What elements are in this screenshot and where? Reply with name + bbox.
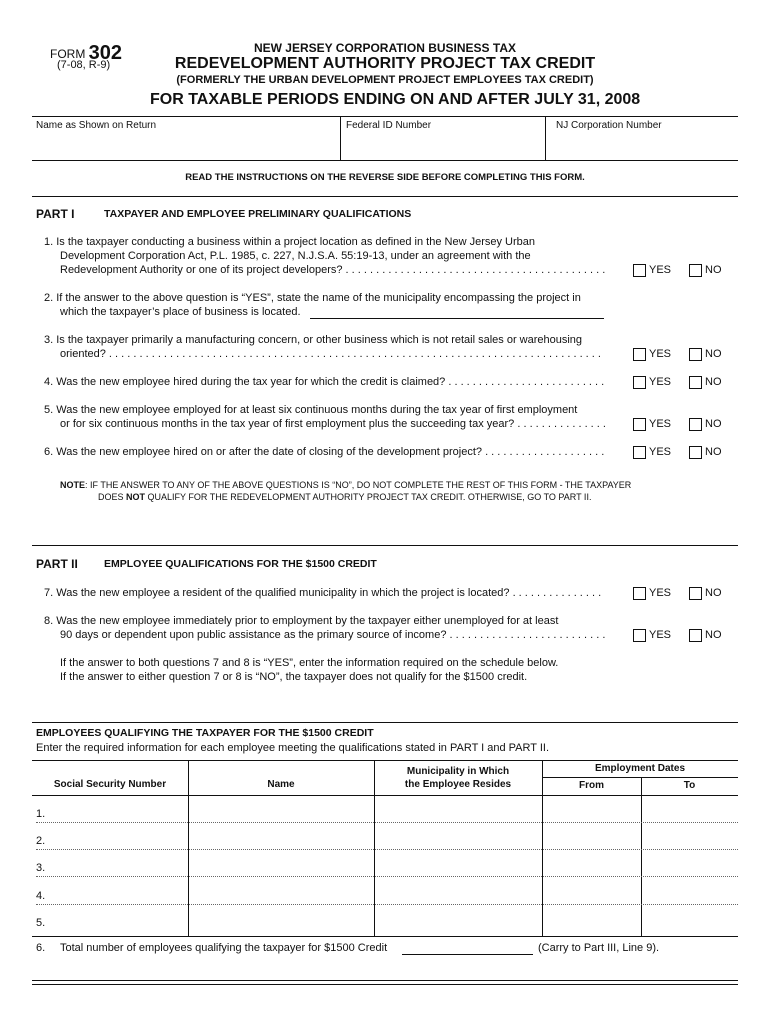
q3-no-checkbox[interactable] (689, 348, 702, 361)
q7-no-checkbox[interactable] (689, 587, 702, 600)
q3-line1: 3. Is the taxpayer primarily a manufacturing concern, or other business which is not retail sales or warehousing (44, 334, 583, 346)
divider (340, 117, 341, 160)
schedule-title: EMPLOYEES QUALIFYING THE TAXPAYER FOR THE $1500 CREDIT (36, 727, 374, 739)
divider (32, 160, 738, 161)
schedule-subtitle: Enter the required information for each employee meeting the qualifications stated in PART I and PART II. (36, 742, 550, 754)
q1-no-label: NO (705, 264, 722, 276)
q2-line2: which the taxpayer’s place of business is located. (60, 306, 301, 318)
q5-no-checkbox[interactable] (689, 418, 702, 431)
table-row[interactable] (36, 876, 738, 877)
q3-yes-label: YES (649, 348, 672, 360)
form-number: 302 (88, 42, 123, 64)
q5-yes-checkbox[interactable] (633, 418, 646, 431)
table-row[interactable] (36, 904, 738, 905)
total-employees-field[interactable] (402, 941, 533, 955)
table-row[interactable] (36, 849, 738, 850)
q2-line1: 2. If the answer to the above question is “YES”, state the name of the municipality encompassing the project in (44, 292, 581, 304)
note-line2 (98, 493, 591, 502)
q5-no-label: NO (705, 418, 722, 430)
divider (32, 722, 738, 723)
q7-no-label: NO (705, 587, 722, 599)
q6-no-label: NO (705, 446, 722, 458)
q8-no-label: NO (705, 629, 722, 641)
q3-no-label: NO (705, 348, 722, 360)
instructions-note: READ THE INSTRUCTIONS ON THE REVERSE SIDE BEFORE COMPLETING THIS FORM. (185, 172, 585, 183)
header-formerly: (FORMERLY THE URBAN DEVELOPMENT PROJECT EMPLOYEES TAX CREDIT) (176, 74, 594, 86)
part2-title: EMPLOYEE QUALIFICATIONS FOR THE $1500 CREDIT (104, 558, 377, 570)
q8-yes-checkbox[interactable] (633, 629, 646, 642)
q1-line1: 1. Is the taxpayer conducting a business within a project location as defined in the New Jersey Urban (44, 236, 535, 248)
fein-field-label: Federal ID Number (346, 120, 432, 131)
q6-yes-checkbox[interactable] (633, 446, 646, 459)
table-row-number: 1. (36, 808, 46, 820)
table-row-number: 3. (36, 862, 46, 874)
note-text-2a: DOES (98, 492, 127, 502)
header-period: FOR TAXABLE PERIODS ENDING ON AND AFTER JULY 31, 2008 (150, 91, 641, 108)
q4-yes-label: YES (649, 376, 672, 388)
divider (545, 117, 546, 160)
part2-info-line1: If the answer to both questions 7 and 8 is “YES”, enter the information required on the schedule below. (60, 657, 559, 669)
note-text-2c: QUALIFY FOR THE REDEVELOPMENT AUTHORITY PROJECT TAX CREDIT. OTHERWISE, GO TO PART II. (145, 492, 592, 502)
q4-no-label: NO (705, 376, 722, 388)
divider (32, 196, 738, 197)
divider (32, 116, 738, 117)
q1-line2: Development Corporation Act, P.L. 1985, c. 227, N.J.S.A. 55:19-13, under an agreement with the (60, 250, 531, 262)
table-row-number: 2. (36, 835, 46, 847)
q2-municipality-field[interactable] (310, 305, 604, 319)
nj-corp-field-label: NJ Corporation Number (556, 120, 662, 131)
divider (32, 936, 738, 937)
q5-line1: 5. Was the new employee employed for at least six continuous months during the tax year of first employment (44, 404, 578, 416)
page-title: REDEVELOPMENT AUTHORITY PROJECT TAX CREDIT (174, 55, 596, 72)
divider (32, 984, 738, 985)
q8-no-checkbox[interactable] (689, 629, 702, 642)
total-label: Total number of employees qualifying the taxpayer for $1500 Credit (60, 942, 388, 954)
total-number: 6. (36, 942, 46, 954)
q6-no-checkbox[interactable] (689, 446, 702, 459)
part1-label: PART I (36, 207, 75, 221)
q7-line1: 7. Was the new employee a resident of the qualified municipality in which the project is located? . . . . . . . . . . . . . . . (44, 588, 602, 599)
q4-line1: 4. Was the new employee hired during the tax year for which the credit is claimed? . . . . . . . . . . . . . . . . . . . . . . . . . . (44, 377, 605, 388)
q8-yes-label: YES (649, 629, 672, 641)
q7-yes-label: YES (649, 587, 672, 599)
q4-yes-checkbox[interactable] (633, 376, 646, 389)
col-name-header: Name (267, 779, 295, 790)
part1-title: TAXPAYER AND EMPLOYEE PRELIMINARY QUALIFICATIONS (104, 208, 412, 220)
fein-field[interactable] (346, 138, 541, 156)
table-row-number: 5. (36, 917, 46, 929)
table-row-number: 4. (36, 890, 46, 902)
q5-line2: or for six continuous months in the tax year of first employment plus the succeeding tax year? . . . . . . . . . . . . . . . (60, 419, 606, 430)
q8-line2: 90 days or dependent upon public assistance as the primary source of income? . . . . . . . . . . . . . . . . . . . . . . . . . . (60, 630, 606, 641)
q8-line1: 8. Was the new employee immediately prior to employment by the taxpayer either unemployed for at least (44, 615, 559, 627)
col-from-header: From (579, 780, 604, 791)
name-field-label: Name as Shown on Return (36, 120, 157, 131)
name-field[interactable] (36, 138, 336, 156)
q1-yes-label: YES (649, 264, 672, 276)
col-to-header: To (683, 780, 696, 791)
q7-yes-checkbox[interactable] (633, 587, 646, 600)
form-word: FORM (50, 47, 86, 61)
divider (32, 980, 738, 981)
col-ssn-header: Social Security Number (53, 779, 167, 790)
divider (32, 795, 738, 796)
divider (641, 778, 642, 936)
total-carry-note: (Carry to Part III, Line 9). (538, 942, 660, 954)
q1-no-checkbox[interactable] (689, 264, 702, 277)
col-muni-header-2: the Employee Resides (404, 779, 512, 790)
q1-yes-checkbox[interactable] (633, 264, 646, 277)
table-row[interactable] (36, 822, 738, 823)
q6-yes-label: YES (649, 446, 672, 458)
note-text-2b: NOT (126, 492, 146, 502)
part2-info-line2: If the answer to either question 7 or 8 is “NO”, the taxpayer does not qualify for the $1500 credit. (60, 671, 528, 683)
divider (32, 545, 738, 546)
q5-yes-label: YES (649, 418, 672, 430)
form-revision: (7-08, R-9) (57, 59, 111, 71)
col-muni-header-1: Municipality in Which (406, 766, 510, 777)
divider (32, 760, 738, 761)
note-line1 (60, 481, 631, 490)
q1-line3: Redevelopment Authority or one of its project developers? . . . . . . . . . . . . . . . . . . . . . . . . . . . . . . . . . . . . . . . . . . . (60, 265, 606, 276)
q3-line2: oriented? . . . . . . . . . . . . . . . . . . . . . . . . . . . . . . . . . . . . . . . . . . . . . . . . . . . . . . . . . . . . . . . . . . . . . . . . . . . . . . . . . (60, 349, 601, 360)
note-label: NOTE (60, 480, 86, 490)
col-employment-dates-header: Employment Dates (594, 763, 686, 774)
note-text-1: : IF THE ANSWER TO ANY OF THE ABOVE QUESTIONS IS “NO”, DO NOT COMPLETE THE REST OF THIS FORM - THE TAXPAYER (85, 480, 632, 490)
nj-corp-field[interactable] (556, 138, 736, 156)
part2-label: PART II (36, 557, 78, 571)
header-agency: NEW JERSEY CORPORATION BUSINESS TAX (253, 41, 517, 55)
divider (542, 777, 738, 778)
q6-line1: 6. Was the new employee hired on or after the date of closing of the development project? . . . . . . . . . . . . . . . . . . . . (44, 447, 605, 458)
q4-no-checkbox[interactable] (689, 376, 702, 389)
q3-yes-checkbox[interactable] (633, 348, 646, 361)
